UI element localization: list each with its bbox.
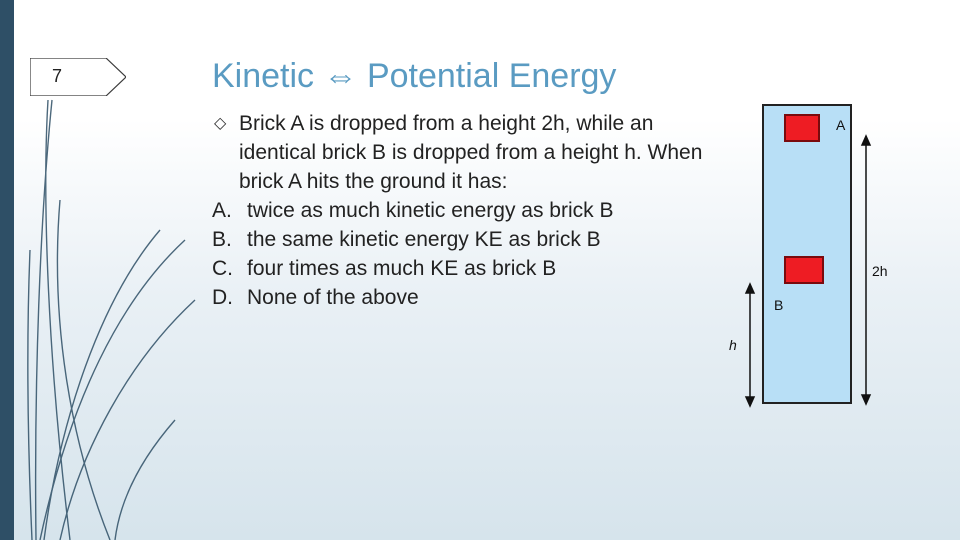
height-arrows xyxy=(720,100,920,420)
diamond-bullet-icon: ◇ xyxy=(214,115,227,132)
question-block xyxy=(212,109,732,312)
choice-text: twice as much kinetic energy as brick B xyxy=(247,199,614,222)
brick-b-label: B xyxy=(774,297,784,313)
height-2h-label: 2h xyxy=(872,263,888,279)
question-text: Brick A is dropped from a height 2h, while an identical brick B is dropped from a height h. When brick A hits the ground it has: xyxy=(239,112,703,193)
choice-text: the same kinetic energy KE as brick B xyxy=(247,228,601,251)
choice-c xyxy=(212,254,732,283)
choice-letter: B. xyxy=(212,228,232,251)
slide-number: 7 xyxy=(52,66,63,86)
choice-a xyxy=(212,196,732,225)
choice-text: None of the above xyxy=(247,286,419,309)
choice-text: four times as much KE as brick B xyxy=(247,257,557,280)
height-h-label: h xyxy=(729,337,737,353)
brick-drop-diagram xyxy=(720,100,920,420)
brick-a-label: A xyxy=(836,117,846,133)
question-stem xyxy=(212,109,732,196)
choice-d xyxy=(212,283,732,312)
choice-b xyxy=(212,225,732,254)
choice-letter: C. xyxy=(212,257,233,280)
choice-letter: A. xyxy=(212,199,232,222)
slide-title: Kinetic ⇔ Potential Energy xyxy=(212,57,617,95)
choice-letter: D. xyxy=(212,286,233,309)
